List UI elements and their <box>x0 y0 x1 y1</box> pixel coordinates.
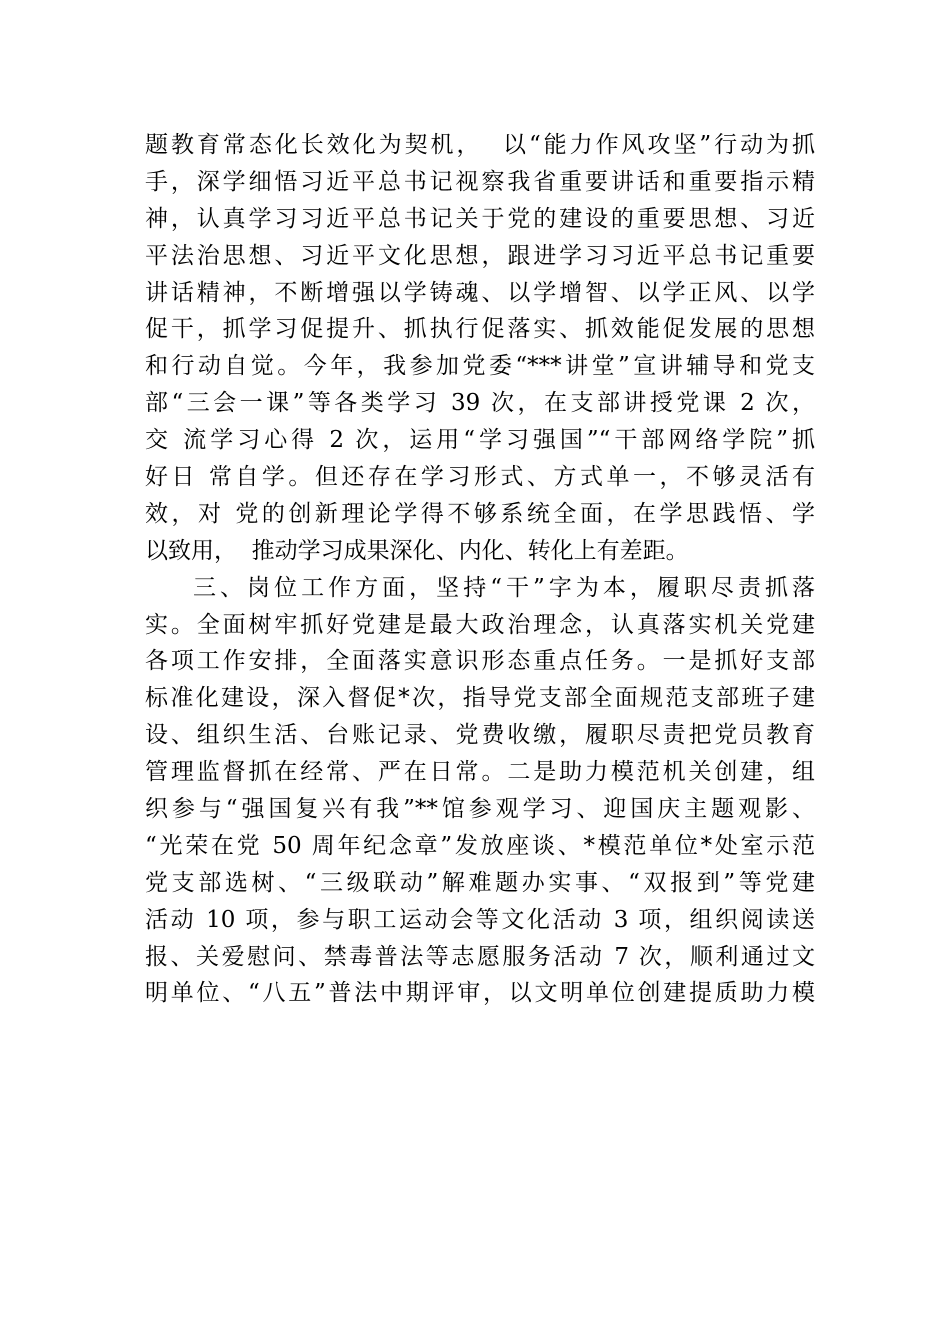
text-line: 报、关爱慰问、禁毒普法等志愿服务活动 7 次，顺利通过文 <box>145 943 815 970</box>
text-line: 明单位、“八五”普法中期评审，以文明单位创建提质助力模 <box>145 980 815 1007</box>
text-line: 党支部选树、“三级联动”解难题办实事、“双报到”等党建 <box>145 869 815 896</box>
text-line: 手，深学细悟习近平总书记视察我省重要讲话和重要指示精 <box>145 168 815 195</box>
text-line: 管理监督抓在经常、严在日常。二是助力模范机关创建，组 <box>145 759 815 786</box>
text-line: 设、组织生活、台账记录、党费收缴，履职尽责把党员教育 <box>145 722 815 749</box>
text-line: 题教育常态化长效化为契机， 以“能力作风攻坚”行动为抓 <box>145 132 815 158</box>
section-heading-line: 三、岗位工作方面，坚持“干”字为本，履职尽责抓落 <box>193 574 815 601</box>
text-line: 促干，抓学习促提升、抓执行促落实、抓效能促发展的思想 <box>145 316 815 343</box>
text-line: 和行动自觉。今年，我参加党委“***讲堂”宣讲辅导和党支 <box>145 353 815 380</box>
text-line: “光荣在党 50 周年纪念章”发放座谈、*模范单位*处室示范 <box>145 832 815 859</box>
text-line: 实。全面树牢抓好党建是最大政治理念，认真落实机关党建 <box>145 611 815 638</box>
text-line: 好日 常自学。但还存在学习形式、方式单一，不够灵活有 <box>145 464 815 491</box>
text-line: 效，对 党的创新理论学得不够系统全面，在学思践悟、学 <box>145 500 815 527</box>
text-line: 各项工作安排，全面落实意识形态重点任务。一是抓好支部 <box>145 648 815 675</box>
paragraph-study <box>145 127 815 570</box>
text-line: 交 流学习心得 2 次，运用“学习强国”“干部网络学院”抓 <box>145 427 815 454</box>
document-body <box>145 127 815 1012</box>
text-line: 平法治思想、习近平文化思想，跟进学习习近平总书记重要 <box>145 242 815 269</box>
text-line: 讲话精神，不断增强以学铸魂、以学增智、以学正风、以学 <box>145 279 815 306</box>
text-line: 标准化建设，深入督促*次，指导党支部全面规范支部班子建 <box>145 685 815 712</box>
text-line: 以致用， 推动学习成果深化、内化、转化上有差距。 <box>145 537 689 564</box>
text-line: 活动 10 项，参与职工运动会等文化活动 3 项，组织阅读送 <box>145 906 815 933</box>
text-line: 织参与“强国复兴有我”**馆参观学习、迎国庆主题观影、 <box>145 796 815 823</box>
text-line: 部“三会一课”等各类学习 39 次，在支部讲授党课 2 次， <box>145 390 815 417</box>
paragraph-job-work <box>145 570 815 1013</box>
text-line: 神，认真学习习近平总书记关于党的建设的重要思想、习近 <box>145 205 815 232</box>
